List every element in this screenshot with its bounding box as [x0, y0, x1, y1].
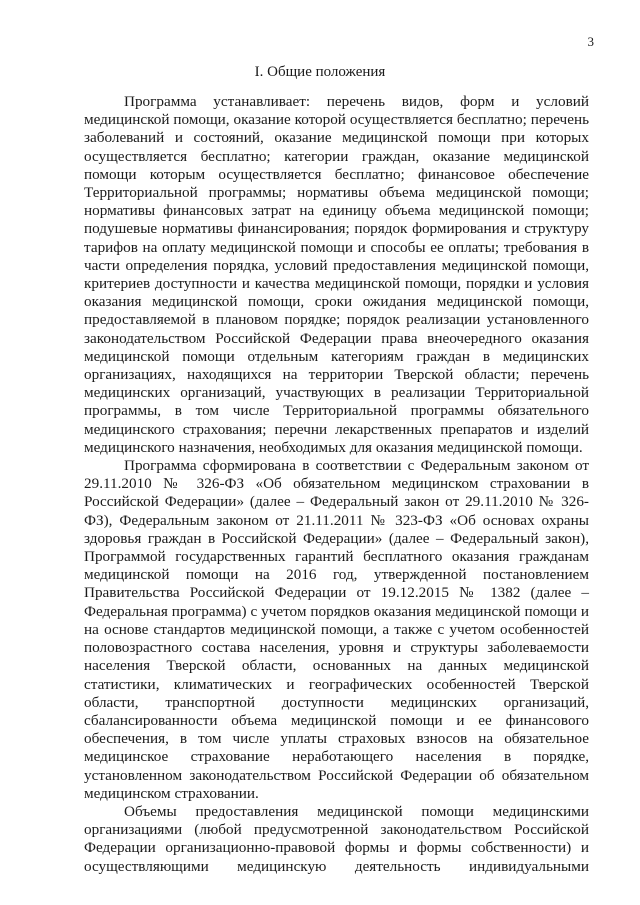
section-heading: I. Общие положения [254, 64, 386, 80]
paragraph-legal-basis: Программа сформирована в соответствии с Федеральным законом от 29.11.2010 № 326-ФЗ «Об обязательном медицинском страховании в Российской Федерации» (далее – Федеральный закон от 29.11.2010 № 326-ФЗ), Федеральным законом от 21.11.2011 № 323-ФЗ «Об основах охраны здоровья граждан в Российской Федерации» (далее – Федеральный закон), Программой государственных гарантий бесплатного оказания гражданам медицинской помощи на 2016 год, утвержденной постановлением Правительства Российской Федерации от 19.12.2015 № 1382 (далее – Федеральная программа) с учетом порядков оказания медицинской помощи и на основе стандартов медицинской помощи, а также с учетом особенностей половозрастного состава населения, уровня и структуры заболеваемости населения Тверской области, основанных на данных медицинской статистики, климатических и географических особенностей Тверской области, транспортной доступности медицинских организаций, сбалансированности объема медицинской помощи и ее финансового обеспечения, в том числе уплаты страховых взносов на обязательное медицинское страхование неработающего населения в порядке, установленном законодательством Российской Федерации об обязательном медицинском страховании. [84, 457, 589, 802]
paragraph-program-scope: Программа устанавливает: перечень видов, форм и условий медицинской помощи, оказание которой осуществляется бесплатно; перечень заболеваний и состояний, оказание медицинской помощи при которых осуществляется бесплатно; категории граждан, оказание медицинской помощи которым осуществляется бесплатно; финансовое обеспечение Территориальной программы; нормативы объема медицинской помощи; нормативы финансовых затрат на единицу объема медицинской помощи; подушевые нормативы финансирования; порядок формирования и структуру тарифов на оплату медицинской помощи и способы ее оплаты; требования в части определения порядка, условий предоставления медицинской помощи, критериев доступности и качества медицинской помощи, порядки и условия оказания медицинской помощи, сроки ожидания медицинской помощи, предоставляемой в плановом порядке; порядок реализации установленного законодательством Российской Федерации права внеочередного оказания медицинской помощи отдельным категориям граждан в медицинских организациях, находящихся на территории Тверской области; перечень медицинских организаций, участвующих в реализации Территориальной программы, в том числе Территориальной программы обязательного медицинского страхования; перечни лекарственных препаратов и изделий медицинского назначения, необходимых для оказания медицинской помощи. [84, 93, 589, 456]
paragraph-volumes: Объемы предоставления медицинской помощи медицинскими организациями (любой предусмотренной законодательством Российской Федерации организационно-правовой формы и формы собственности) и осуществляющими медицинскую деятельность индивидуальными [84, 802, 589, 875]
page-number: 3 [587, 34, 594, 49]
document-body [84, 93, 589, 876]
